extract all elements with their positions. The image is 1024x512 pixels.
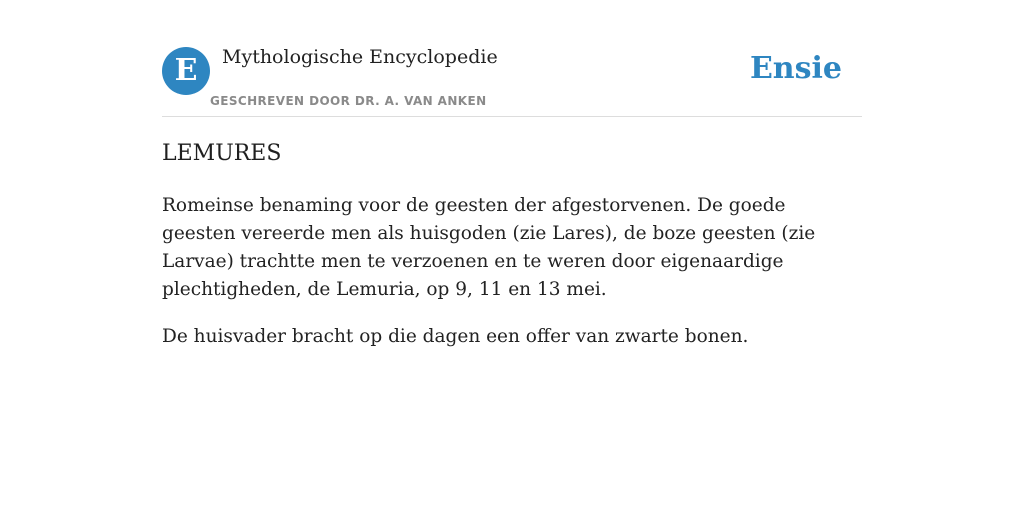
entry-paragraph: De huisvader bracht op die dagen een offer van zwarte bonen. (162, 326, 749, 347)
book-title-link[interactable]: Mythologische Encyclopedie (222, 46, 498, 68)
logo-letter: E (174, 53, 198, 88)
ensie-brand-logo[interactable]: Ensie (749, 51, 842, 86)
page-container (162, 0, 862, 347)
entry-body (162, 192, 854, 370)
page-header (162, 0, 862, 117)
entry-paragraph: Romeinse benaming voor de geesten der afgestorvenen. De goede geesten vereerde men als huisgoden (zie Lares), de boze geesten (zie Larvae) trachtte men te verzoenen en te weren door eigenaardige plechtigheden, de Lemuria, op 9, 11 en 13 mei. (162, 195, 816, 300)
entry-title: LEMURES (162, 141, 282, 166)
author-byline: GESCHREVEN DOOR DR. A. VAN ANKEN (210, 94, 487, 108)
encyclopedia-logo-icon[interactable] (162, 47, 210, 95)
